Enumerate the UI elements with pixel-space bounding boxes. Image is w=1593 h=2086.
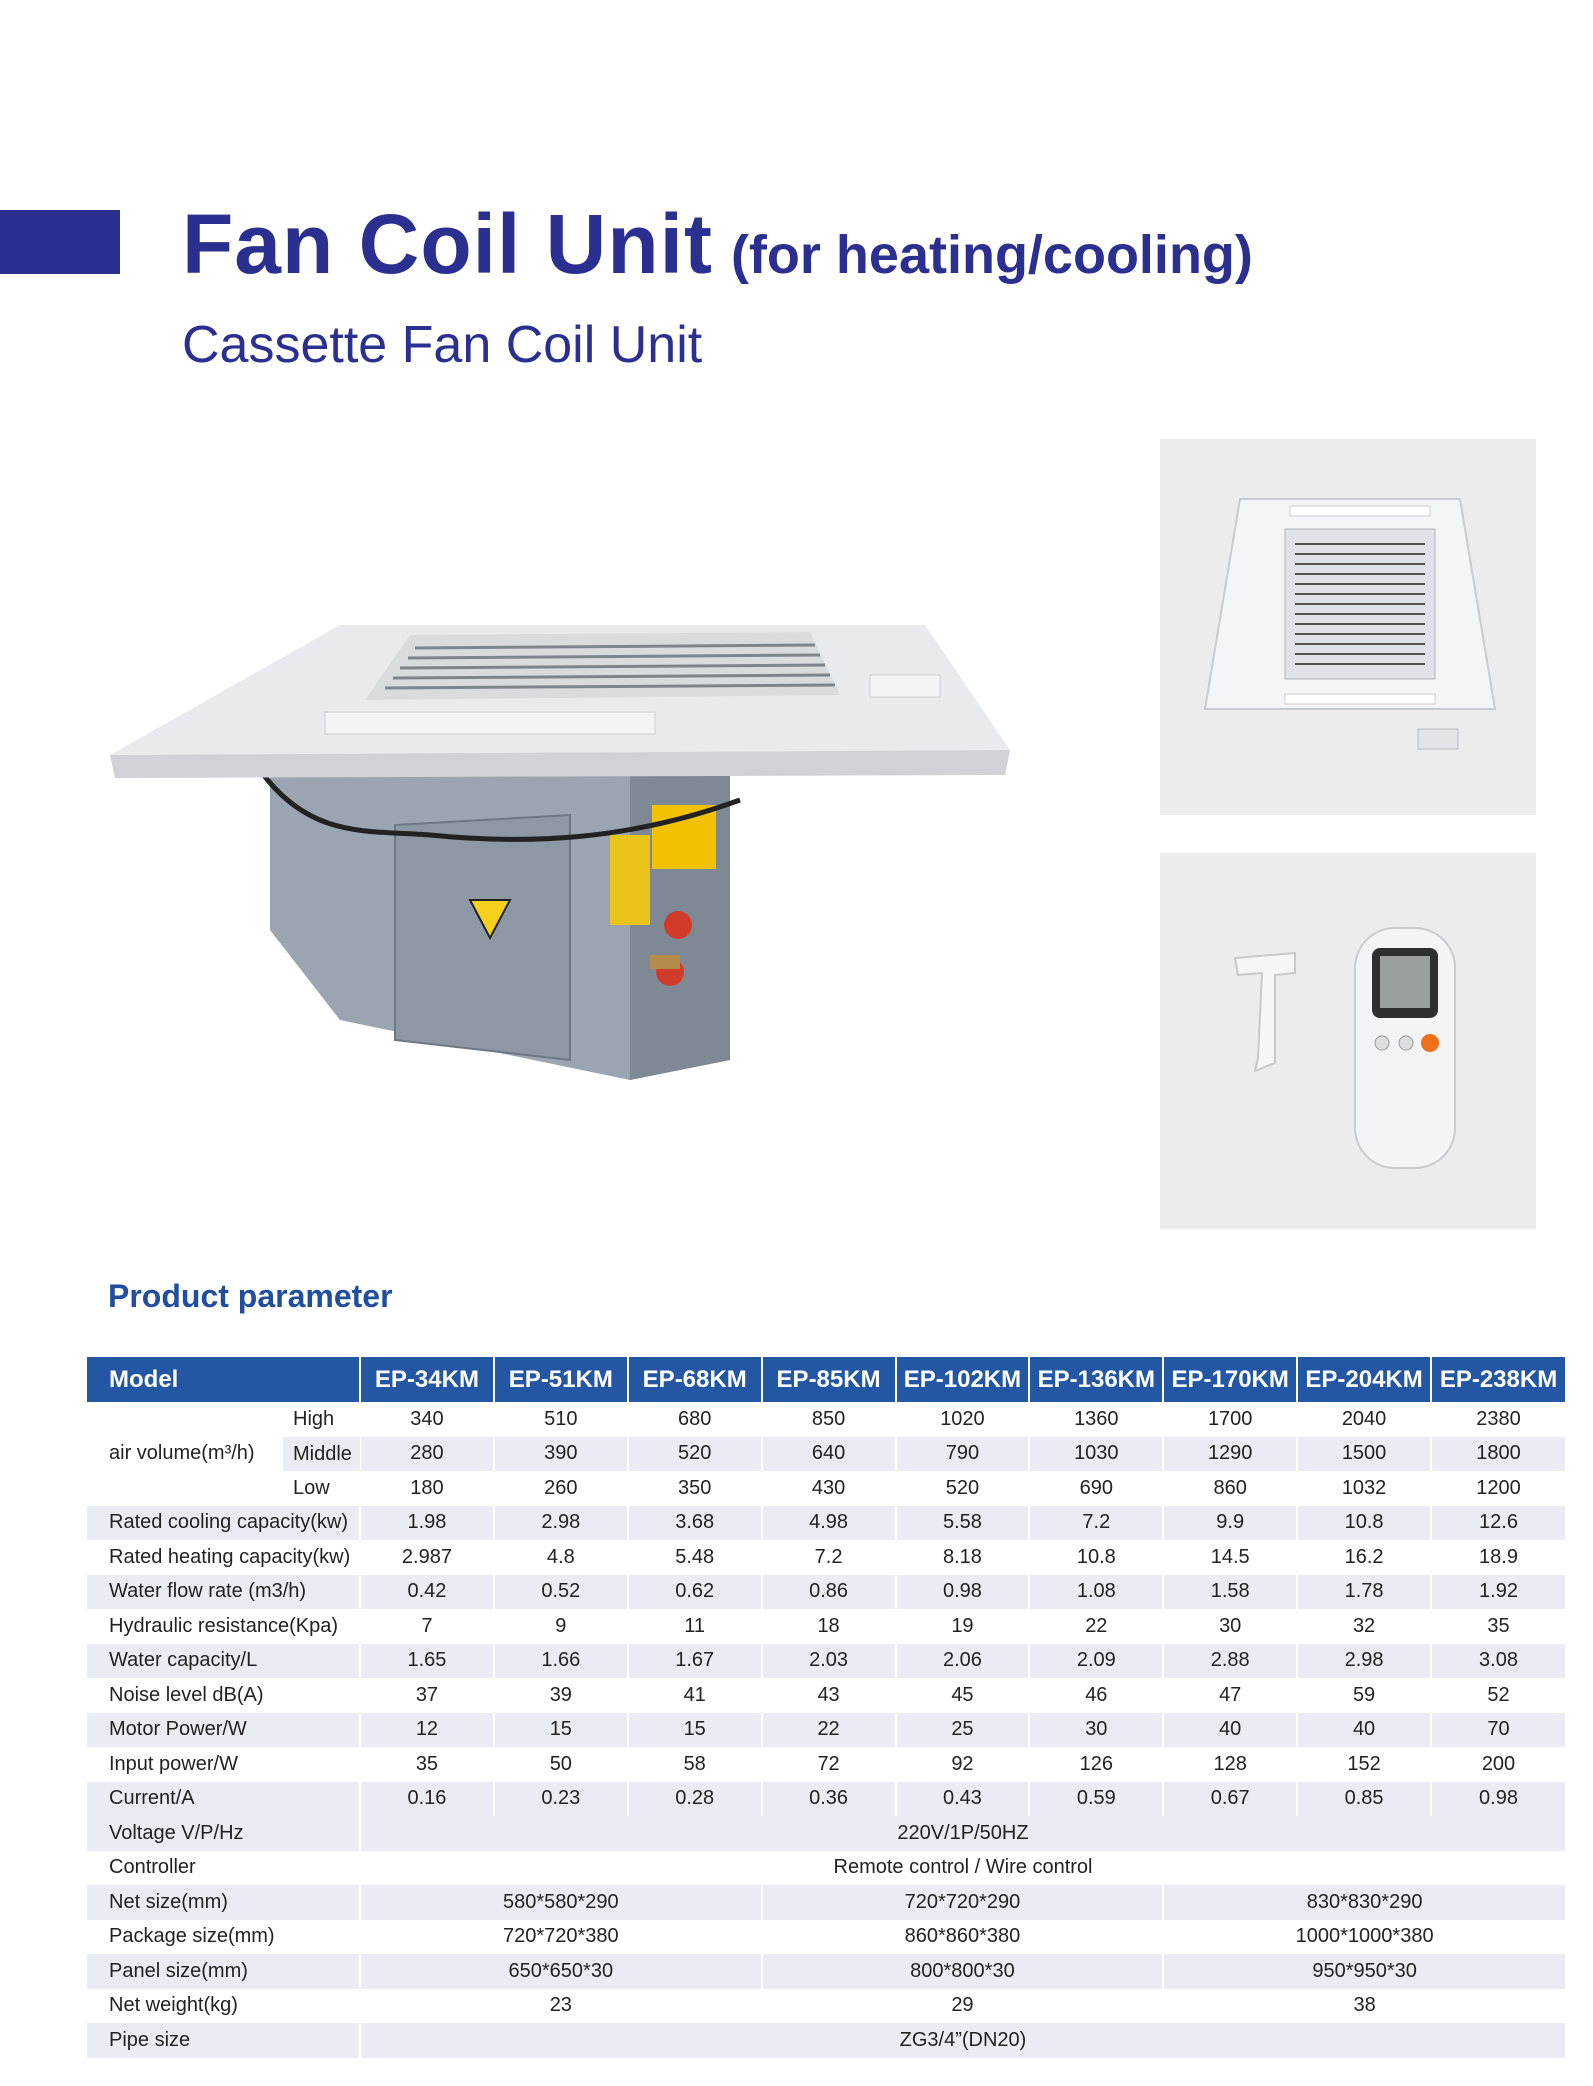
table-cell: 4.98: [762, 1506, 896, 1541]
row-label: Noise level dB(A): [109, 1683, 264, 1706]
controller-value: Remote control / Wire control: [360, 1851, 1565, 1886]
table-cell: 40: [1297, 1713, 1431, 1748]
table-cell: 92: [896, 1747, 1030, 1782]
table-cell: 10.8: [1029, 1540, 1163, 1575]
table-cell: 1500: [1297, 1437, 1431, 1472]
row-label: Net weight(kg): [109, 1994, 238, 2017]
model-header-cell: EP-102KM: [896, 1357, 1030, 1402]
table-cell: 1.08: [1029, 1575, 1163, 1610]
group-cell: 1000*1000*380: [1163, 1920, 1565, 1955]
table-cell: 22: [1029, 1609, 1163, 1644]
table-row-air-high: [87, 1402, 1565, 1437]
model-header-cell: EP-51KM: [494, 1357, 628, 1402]
cassette-unit-image: [110, 600, 1085, 1120]
table-cell: 39: [494, 1678, 628, 1713]
table-cell: 1.65: [360, 1644, 494, 1679]
table-cell: 0.42: [360, 1575, 494, 1610]
title-main: Fan Coil Unit: [182, 197, 713, 291]
group-cell: 38: [1163, 1989, 1565, 2024]
row-label: Package size(mm): [109, 1925, 275, 1948]
table-cell: 860: [1163, 1471, 1297, 1506]
table-cell: 1.58: [1163, 1575, 1297, 1610]
table-cell: 22: [762, 1713, 896, 1748]
page-title: [182, 196, 1253, 293]
table-cell: 0.62: [628, 1575, 762, 1610]
model-header-cell: EP-238KM: [1431, 1357, 1565, 1402]
group-cell: 29: [762, 1989, 1164, 2024]
group-cell: 800*800*30: [762, 1954, 1164, 1989]
table-cell: 0.16: [360, 1782, 494, 1817]
table-cell: 0.36: [762, 1782, 896, 1817]
table-row: [87, 1713, 1565, 1748]
table-cell: 350: [628, 1471, 762, 1506]
table-cell: 0.23: [494, 1782, 628, 1817]
model-header-cell: EP-204KM: [1297, 1357, 1431, 1402]
table-cell: 2040: [1297, 1402, 1431, 1437]
table-cell: 3.68: [628, 1506, 762, 1541]
table-cell: 0.98: [1431, 1782, 1565, 1817]
table-cell: 2.03: [762, 1644, 896, 1679]
row-label: Net size(mm): [87, 1885, 360, 1920]
table-cell: 5.48: [628, 1540, 762, 1575]
table-cell: 12.6: [1431, 1506, 1565, 1541]
table-cell: 59: [1297, 1678, 1431, 1713]
table-cell: 7.2: [762, 1540, 896, 1575]
model-header-cell: EP-85KM: [762, 1357, 896, 1402]
table-cell: 430: [762, 1471, 896, 1506]
pipe-size-value: ZG3/4”(DN20): [360, 2023, 1565, 2058]
table-cell: 1360: [1029, 1402, 1163, 1437]
table-cell: 5.58: [896, 1506, 1030, 1541]
table-cell: 2.98: [494, 1506, 628, 1541]
table-cell: 1800: [1431, 1437, 1565, 1472]
row-label: Current/A: [87, 1782, 360, 1817]
table-cell: 47: [1163, 1678, 1297, 1713]
table-cell: 340: [360, 1402, 494, 1437]
page-subtitle: Cassette Fan Coil Unit: [182, 316, 703, 374]
table-cell: 3.08: [1431, 1644, 1565, 1679]
group-cell: 830*830*290: [1163, 1885, 1565, 1920]
table-row-panel-size: [87, 1954, 1565, 1989]
table-header-row: [87, 1357, 1565, 1402]
table-cell: 58: [628, 1747, 762, 1782]
table-cell: 35: [1431, 1609, 1565, 1644]
table-cell: 40: [1163, 1713, 1297, 1748]
group-cell: 23: [360, 1989, 762, 2024]
table-cell: 0.67: [1163, 1782, 1297, 1817]
table-cell: 640: [762, 1437, 896, 1472]
table-cell: 9: [494, 1609, 628, 1644]
group-cell: 860*860*380: [762, 1920, 1164, 1955]
table-cell: 1.67: [628, 1644, 762, 1679]
table-cell: 126: [1029, 1747, 1163, 1782]
table-cell: 1200: [1431, 1471, 1565, 1506]
table-cell: 30: [1163, 1609, 1297, 1644]
table-cell: 0.52: [494, 1575, 628, 1610]
table-cell: 35: [360, 1747, 494, 1782]
table-cell: 7.2: [1029, 1506, 1163, 1541]
table-cell: 0.86: [762, 1575, 896, 1610]
row-label: Rated cooling capacity(kw): [87, 1506, 360, 1541]
row-label: Panel size(mm): [87, 1954, 360, 1989]
row-label: Water flow rate (m3/h): [87, 1575, 360, 1610]
row-label: Hydraulic resistance(Kpa): [109, 1614, 338, 1637]
table-cell: 25: [896, 1713, 1030, 1748]
model-header-cell: EP-34KM: [360, 1357, 494, 1402]
table-cell: 18: [762, 1609, 896, 1644]
table-cell: 1032: [1297, 1471, 1431, 1506]
table-row: [87, 1540, 1565, 1575]
table-row: [87, 1575, 1565, 1610]
table-cell: 45: [896, 1678, 1030, 1713]
table-cell: 2.06: [896, 1644, 1030, 1679]
table-cell: 260: [494, 1471, 628, 1506]
table-cell: 152: [1297, 1747, 1431, 1782]
table-cell: 4.8: [494, 1540, 628, 1575]
table-cell: 15: [628, 1713, 762, 1748]
spec-table: [87, 1357, 1565, 2058]
table-cell: 520: [896, 1471, 1030, 1506]
table-cell: 16.2: [1297, 1540, 1431, 1575]
table-cell: 390: [494, 1437, 628, 1472]
table-row-package-size: [87, 1920, 1565, 1955]
group-cell: 580*580*290: [360, 1885, 762, 1920]
group-cell: 650*650*30: [360, 1954, 762, 1989]
model-header: Model: [87, 1357, 360, 1402]
table-cell: 50: [494, 1747, 628, 1782]
table-cell: 1030: [1029, 1437, 1163, 1472]
table-cell: 790: [896, 1437, 1030, 1472]
row-label: Rated heating capacity(kw): [109, 1545, 351, 1568]
table-cell: 2.88: [1163, 1644, 1297, 1679]
table-cell: 11: [628, 1609, 762, 1644]
table-cell: 1.98: [360, 1506, 494, 1541]
row-label: Voltage V/P/Hz: [87, 1816, 360, 1851]
table-cell: 180: [360, 1471, 494, 1506]
table-cell: 8.18: [896, 1540, 1030, 1575]
table-cell: 30: [1029, 1713, 1163, 1748]
model-header-cell: EP-136KM: [1029, 1357, 1163, 1402]
table-cell: 128: [1163, 1747, 1297, 1782]
row-label: Controller: [109, 1856, 196, 1879]
table-row: [87, 1609, 1565, 1644]
table-cell: 2.98: [1297, 1644, 1431, 1679]
table-cell: 200: [1431, 1747, 1565, 1782]
accent-bar: [0, 210, 120, 274]
table-cell: 0.59: [1029, 1782, 1163, 1817]
table-cell: 41: [628, 1678, 762, 1713]
table-cell: 0.43: [896, 1782, 1030, 1817]
row-label: Motor Power/W: [87, 1713, 360, 1748]
table-cell: 2.987: [360, 1540, 494, 1575]
table-cell: 2.09: [1029, 1644, 1163, 1679]
table-row-controller: [87, 1851, 1565, 1886]
title-suffix: (for heating/cooling): [730, 225, 1253, 285]
model-header-cell: EP-170KM: [1163, 1357, 1297, 1402]
table-cell: 32: [1297, 1609, 1431, 1644]
row-label: Input power/W: [109, 1752, 238, 1775]
table-row: [87, 1678, 1565, 1713]
air-volume-label-cell: [87, 1402, 360, 1506]
table-cell: 2380: [1431, 1402, 1565, 1437]
table-cell: 0.85: [1297, 1782, 1431, 1817]
table-cell: 52: [1431, 1678, 1565, 1713]
table-row-net-size: [87, 1885, 1565, 1920]
table-cell: 18.9: [1431, 1540, 1565, 1575]
table-cell: 850: [762, 1402, 896, 1437]
table-cell: 12: [360, 1713, 494, 1748]
table-row: [87, 1782, 1565, 1817]
air-volume-label: air volume(m³/h): [109, 1442, 255, 1465]
table-cell: 1.78: [1297, 1575, 1431, 1610]
table-cell: 1020: [896, 1402, 1030, 1437]
table-cell: 70: [1431, 1713, 1565, 1748]
table-row-net-weight: [87, 1989, 1565, 2024]
table-cell: 680: [628, 1402, 762, 1437]
table-cell: 0.28: [628, 1782, 762, 1817]
table-cell: 9.9: [1163, 1506, 1297, 1541]
table-cell: 15: [494, 1713, 628, 1748]
row-label: Pipe size: [87, 2023, 360, 2058]
table-cell: 14.5: [1163, 1540, 1297, 1575]
model-header-cell: EP-68KM: [628, 1357, 762, 1402]
table-cell: 19: [896, 1609, 1030, 1644]
voltage-value: 220V/1P/50HZ: [360, 1816, 1565, 1851]
table-row-voltage: [87, 1816, 1565, 1851]
table-cell: 0.98: [896, 1575, 1030, 1610]
remote-control-thumbnail: [1160, 853, 1536, 1229]
group-cell: 720*720*380: [360, 1920, 762, 1955]
table-cell: 7: [360, 1609, 494, 1644]
table-cell: 43: [762, 1678, 896, 1713]
table-cell: 1.66: [494, 1644, 628, 1679]
table-row-pipe-size: [87, 2023, 1565, 2058]
table-cell: 72: [762, 1747, 896, 1782]
table-cell: 1290: [1163, 1437, 1297, 1472]
table-cell: 46: [1029, 1678, 1163, 1713]
group-cell: 720*720*290: [762, 1885, 1164, 1920]
air-middle-label: Middle: [283, 1437, 360, 1472]
row-label: Water capacity/L: [87, 1644, 360, 1679]
table-cell: 280: [360, 1437, 494, 1472]
table-cell: 690: [1029, 1471, 1163, 1506]
air-high-label: High: [293, 1408, 335, 1431]
table-cell: 37: [360, 1678, 494, 1713]
table-cell: 10.8: [1297, 1506, 1431, 1541]
table-cell: 1700: [1163, 1402, 1297, 1437]
table-row: [87, 1644, 1565, 1679]
table-cell: 510: [494, 1402, 628, 1437]
table-cell: 520: [628, 1437, 762, 1472]
table-row: [87, 1747, 1565, 1782]
cassette-panel-thumbnail: [1160, 439, 1536, 815]
table-row: [87, 1506, 1565, 1541]
air-low-label: Low: [293, 1477, 330, 1500]
group-cell: 950*950*30: [1163, 1954, 1565, 1989]
section-title: Product parameter: [108, 1278, 393, 1314]
table-cell: 1.92: [1431, 1575, 1565, 1610]
